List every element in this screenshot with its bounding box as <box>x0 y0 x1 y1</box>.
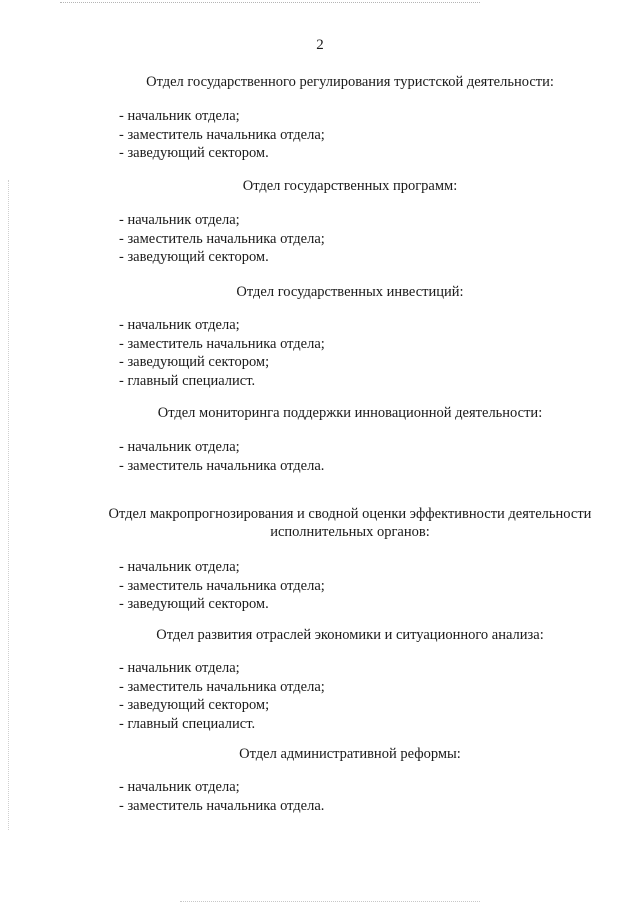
position-list <box>119 659 325 733</box>
list-item: - заместитель начальника отдела. <box>119 457 325 474</box>
list-item: - начальник отдела; <box>119 559 240 575</box>
list-item: - заведующий сектором; <box>119 697 270 713</box>
list-item: - заместитель начальника отдела; <box>119 577 325 594</box>
section-heading: Отдел государственного регулирования туристской деятельности: <box>146 74 554 90</box>
list-item: - заместитель начальника отдела; <box>119 335 325 352</box>
list-item: - заведующий сектором. <box>119 249 269 265</box>
list-item: - заведующий сектором; <box>119 354 270 370</box>
position-list <box>119 316 325 390</box>
scan-artifact-left <box>8 180 9 830</box>
section-heading: Отдел мониторинга поддержки инновационной деятельности: <box>157 405 543 421</box>
list-item: - главный специалист. <box>119 372 256 389</box>
position-list <box>119 778 324 815</box>
scan-artifact-top <box>60 2 480 3</box>
list-item: - заведующий сектором. <box>119 596 269 612</box>
list-item: - заместитель начальника отдела; <box>119 230 325 247</box>
list-item: - начальник отдела; <box>119 660 240 676</box>
scan-artifact-bottom <box>180 901 480 902</box>
position-list <box>119 558 325 614</box>
list-item: - заместитель начальника отдела. <box>119 797 325 814</box>
list-item: - заместитель начальника отдела; <box>119 678 325 695</box>
section-heading: Отдел административной реформы: <box>239 746 461 762</box>
list-item: - начальник отдела; <box>119 212 240 228</box>
section-heading: Отдел государственных инвестиций: <box>236 284 464 300</box>
section-heading-line-2: исполнительных органов: <box>270 524 430 540</box>
list-item: - заведующий сектором. <box>119 145 269 161</box>
position-list <box>119 438 324 475</box>
section-heading-line-1: Отдел макропрогнозирования и сводной оценки эффективности деятельности <box>108 506 592 522</box>
list-item: - заместитель начальника отдела; <box>119 126 325 143</box>
list-item: - начальник отдела; <box>119 317 240 333</box>
list-item: - начальник отдела; <box>119 439 240 455</box>
section-heading: Отдел развития отраслей экономики и ситуационного анализа: <box>156 627 544 643</box>
section-heading <box>60 505 640 541</box>
list-item: - начальник отдела; <box>119 108 240 124</box>
position-list <box>119 211 325 267</box>
list-item: - главный специалист. <box>119 715 256 732</box>
list-item: - начальник отдела; <box>119 779 240 795</box>
page-number: 2 <box>316 37 324 53</box>
position-list <box>119 107 325 163</box>
section-heading: Отдел государственных программ: <box>242 178 458 194</box>
